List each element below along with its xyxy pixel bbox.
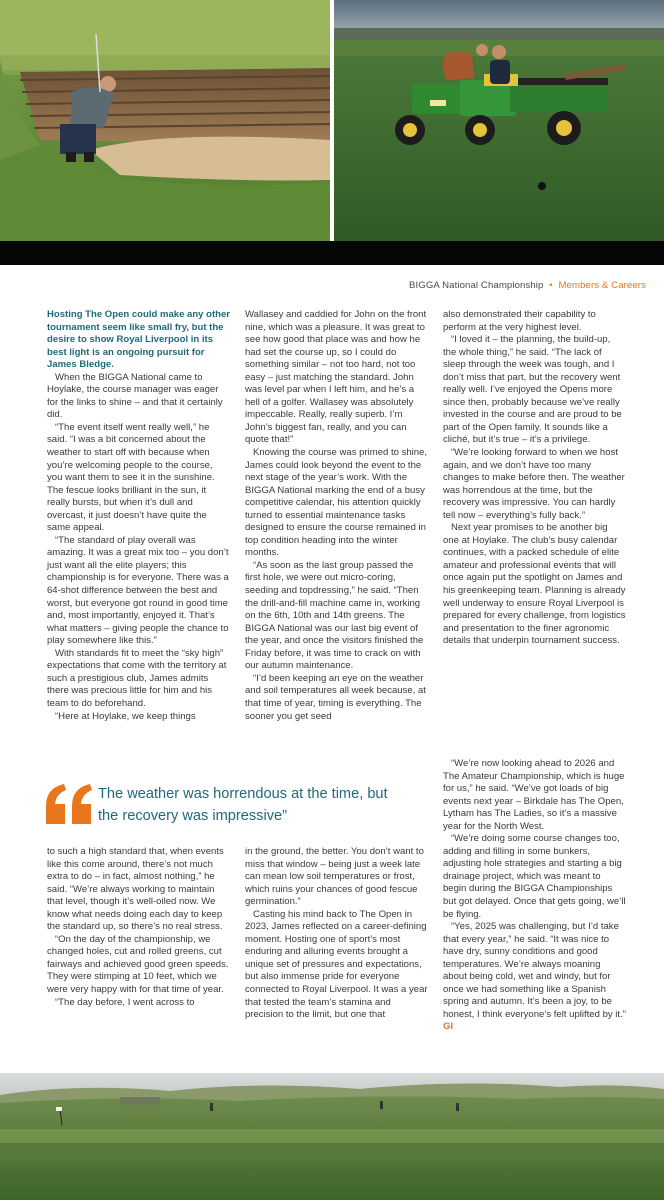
column-2-top — [245, 309, 428, 723]
paragraph: Knowing the course was primed to shine, James could look beyond the event to the next stage of the year’s work. With the BIGGA National marking the end of a busy competitive calendar, his attention quickly turned to essential maintenance tasks designed to ensure the course remained in top condition heading into the winter months. — [245, 447, 428, 559]
paragraph: “On the day of the championship, we changed holes, cut and rolled greens, cut fairways and achieved good green speeds. They were stimping at 10 feet, which we were very happy with for that time of year. — [47, 933, 229, 996]
final-paragraph — [443, 921, 626, 1034]
paragraph: to such a high standard that, when events like this come around, there’s not much extra to do – in fact, almost nothing,” he said. “We’re always working to maintain that level, though it’s well-oiled now. We know what needs doing each day to keep the standard up, so there’s no real stress. — [47, 846, 224, 933]
links-landscape-photo — [0, 1073, 664, 1200]
paragraph: “The standard of play overall was amazing. It was a great mix too – you don’t just want all the elite players; this championship is for everyone. There was a 64-shot difference between the best and worst, but everyone got round in good time and, most importantly, enjoyed it. That’s what matters – giving people the chance to play somewhere like this.” — [47, 534, 229, 647]
links-landscape-illustration — [0, 1073, 664, 1200]
paragraph: Casting his mind back to The Open in 2023, James reflected on a career-defining moment. Hosting one of sport’s most enduring and alluring events brought a unique set of pressures and expectations, but also immense pride for everyone connected to Royal Liverpool. It was a year that tested the team’s stamina and precision to the limit, but one that — [245, 908, 428, 1021]
column-3-top — [443, 309, 626, 648]
pull-quote-line-2: the recovery was impressive” — [98, 807, 287, 824]
final-paragraph-text: “Yes, 2025 was challenging, but I’d take that every year,” he said. “It was nice to have dry, sunny conditions and good temperatures. We’re always moaning about being cold, wet and windy, but for once we had something like a Spanish spring and autumn. It’s been a joy, to be honest, I think everyone’s felt uplifted by it.” — [443, 921, 626, 1020]
standfirst: Hosting The Open could make any other tournament seem like small fry, but the desire to show Royal Liverpool in its best light is an ongoing pursuit for James Bledge. — [47, 309, 231, 371]
paragraph: With standards fit to meet the “sky high” expectations that come with the territory at such a prestigious club, James admits there was precious little for him and his team to do beforehand. — [47, 647, 227, 709]
column-2-bottom — [245, 846, 428, 1022]
column-3-bottom — [443, 758, 626, 1034]
paragraph: Next year promises to be another big one at Hoylake. The club’s busy calendar continues, with a packed schedule of elite amateur and professional events that will once again put the spotlight on James and his greenkeeping team. Planning is already well underway to ensure Royal Liverpool is prepared for every challenge, from logistics and presentation to the finer agronomic details that underpin tournament success. — [443, 522, 626, 647]
paragraph: “I’d been keeping an eye on the weather and soil temperatures all week because, at that time of year, timing is everything. The sooner you get seed — [245, 672, 426, 722]
utility-vehicle-photo — [334, 0, 664, 241]
paragraph: “As soon as the last group passed the first hole, we were out micro-coring, seeding and topdressing,” he said. “Then the drill-and-fill machine came in, working on the 6th, 10th and 14th greens. The BIGGA National was our last big event of the year, and once the visitors finished the Friday before, it was time to crack on with our autumn maintenance. — [245, 559, 424, 672]
header-separator: • — [549, 280, 553, 291]
column-1-top — [47, 309, 230, 723]
utility-vehicle-illustration — [334, 0, 664, 241]
paragraph: also demonstrated their capability to perform at the very highest level. — [443, 309, 596, 333]
paragraph: “We’re now looking ahead to 2026 and The Amateur Championship, which is huge for us,” he said. “We’ve got loads of big events next year – Birkdale has The Open, Lytham has The Ladies, so it’s a massive year for the North West. — [443, 758, 625, 832]
section-name: Members & Careers — [558, 280, 646, 291]
bunker-photo — [0, 0, 330, 241]
pull-quote-text — [98, 784, 428, 827]
paragraph: “We’re looking forward to when we host again, and we don’t have too many changes to make before then. The weather was horrendous at the time, but the recovery was impressive. You can hardly tell now – everything’s fully back.” — [443, 447, 625, 521]
paragraph: When the BIGGA National came to Hoylake, the course manager was eager for the links to shine – and that it certainly did. — [47, 371, 223, 421]
bunker-photo-illustration — [0, 0, 330, 241]
sign-off: GI — [443, 1021, 454, 1033]
paragraph: “Here at Hoylake, we keep things — [55, 710, 196, 722]
publication-title: BIGGA National Championship — [409, 280, 544, 291]
photo-divider-band — [0, 241, 664, 265]
pull-quote — [44, 784, 424, 832]
paragraph: “We’re doing some course changes too, adding and filling in some bunkers, adjusting hole strategies and starting a big drainage project, which was meant to begin during the BIGGA Championships but got delayed. Once that gets going, we’ll be flying. — [443, 833, 626, 920]
running-header — [409, 280, 646, 291]
paragraph: “The day before, I went across to — [55, 996, 195, 1008]
paragraph: Wallasey and caddied for John on the front nine, which was a pleasure. It was great to see how good that place was and how he had set the course up, so I could do something similar – not too hard, not too easy – just matching the standard. John was level par when I left him, and he’s a hell of a golfer. Wallasey was absolutely impeccable. Really, really superb. I’m John’s biggest fan, really, and you can quote that!” — [245, 309, 427, 446]
pull-quote-line-1: The weather was horrendous at the time, but — [98, 786, 388, 802]
quote-mark-icon — [44, 784, 96, 824]
paragraph: “The event itself went really well,” he said. “I was a bit concerned about the weather to start off with because when you’re welcoming people to the course, you want them to see it in the sunshine. The fescue looks brilliant in the sun, it really bursts, but when it’s dull and overcast, it just doesn’t have quite the same appeal. — [47, 421, 215, 534]
column-1-bottom — [47, 846, 230, 1009]
paragraph: “I loved it – the planning, the build-up, the whole thing,” he said. “The lack of sleep through the week was tough, and I don’t miss that part, but the recovery went really well. I’ve enjoyed the Opens more since then, probably because we’ve really invested in the course and are proud to be part of the Open family. It sounds like a cliché, but it’s true – it’s a privilege. — [443, 334, 622, 446]
paragraph: in the ground, the better. You don’t want to miss that window – being just a week late can mean low soil temperatures or frost, which ruins your chances of good fescue germination.” — [245, 846, 424, 908]
